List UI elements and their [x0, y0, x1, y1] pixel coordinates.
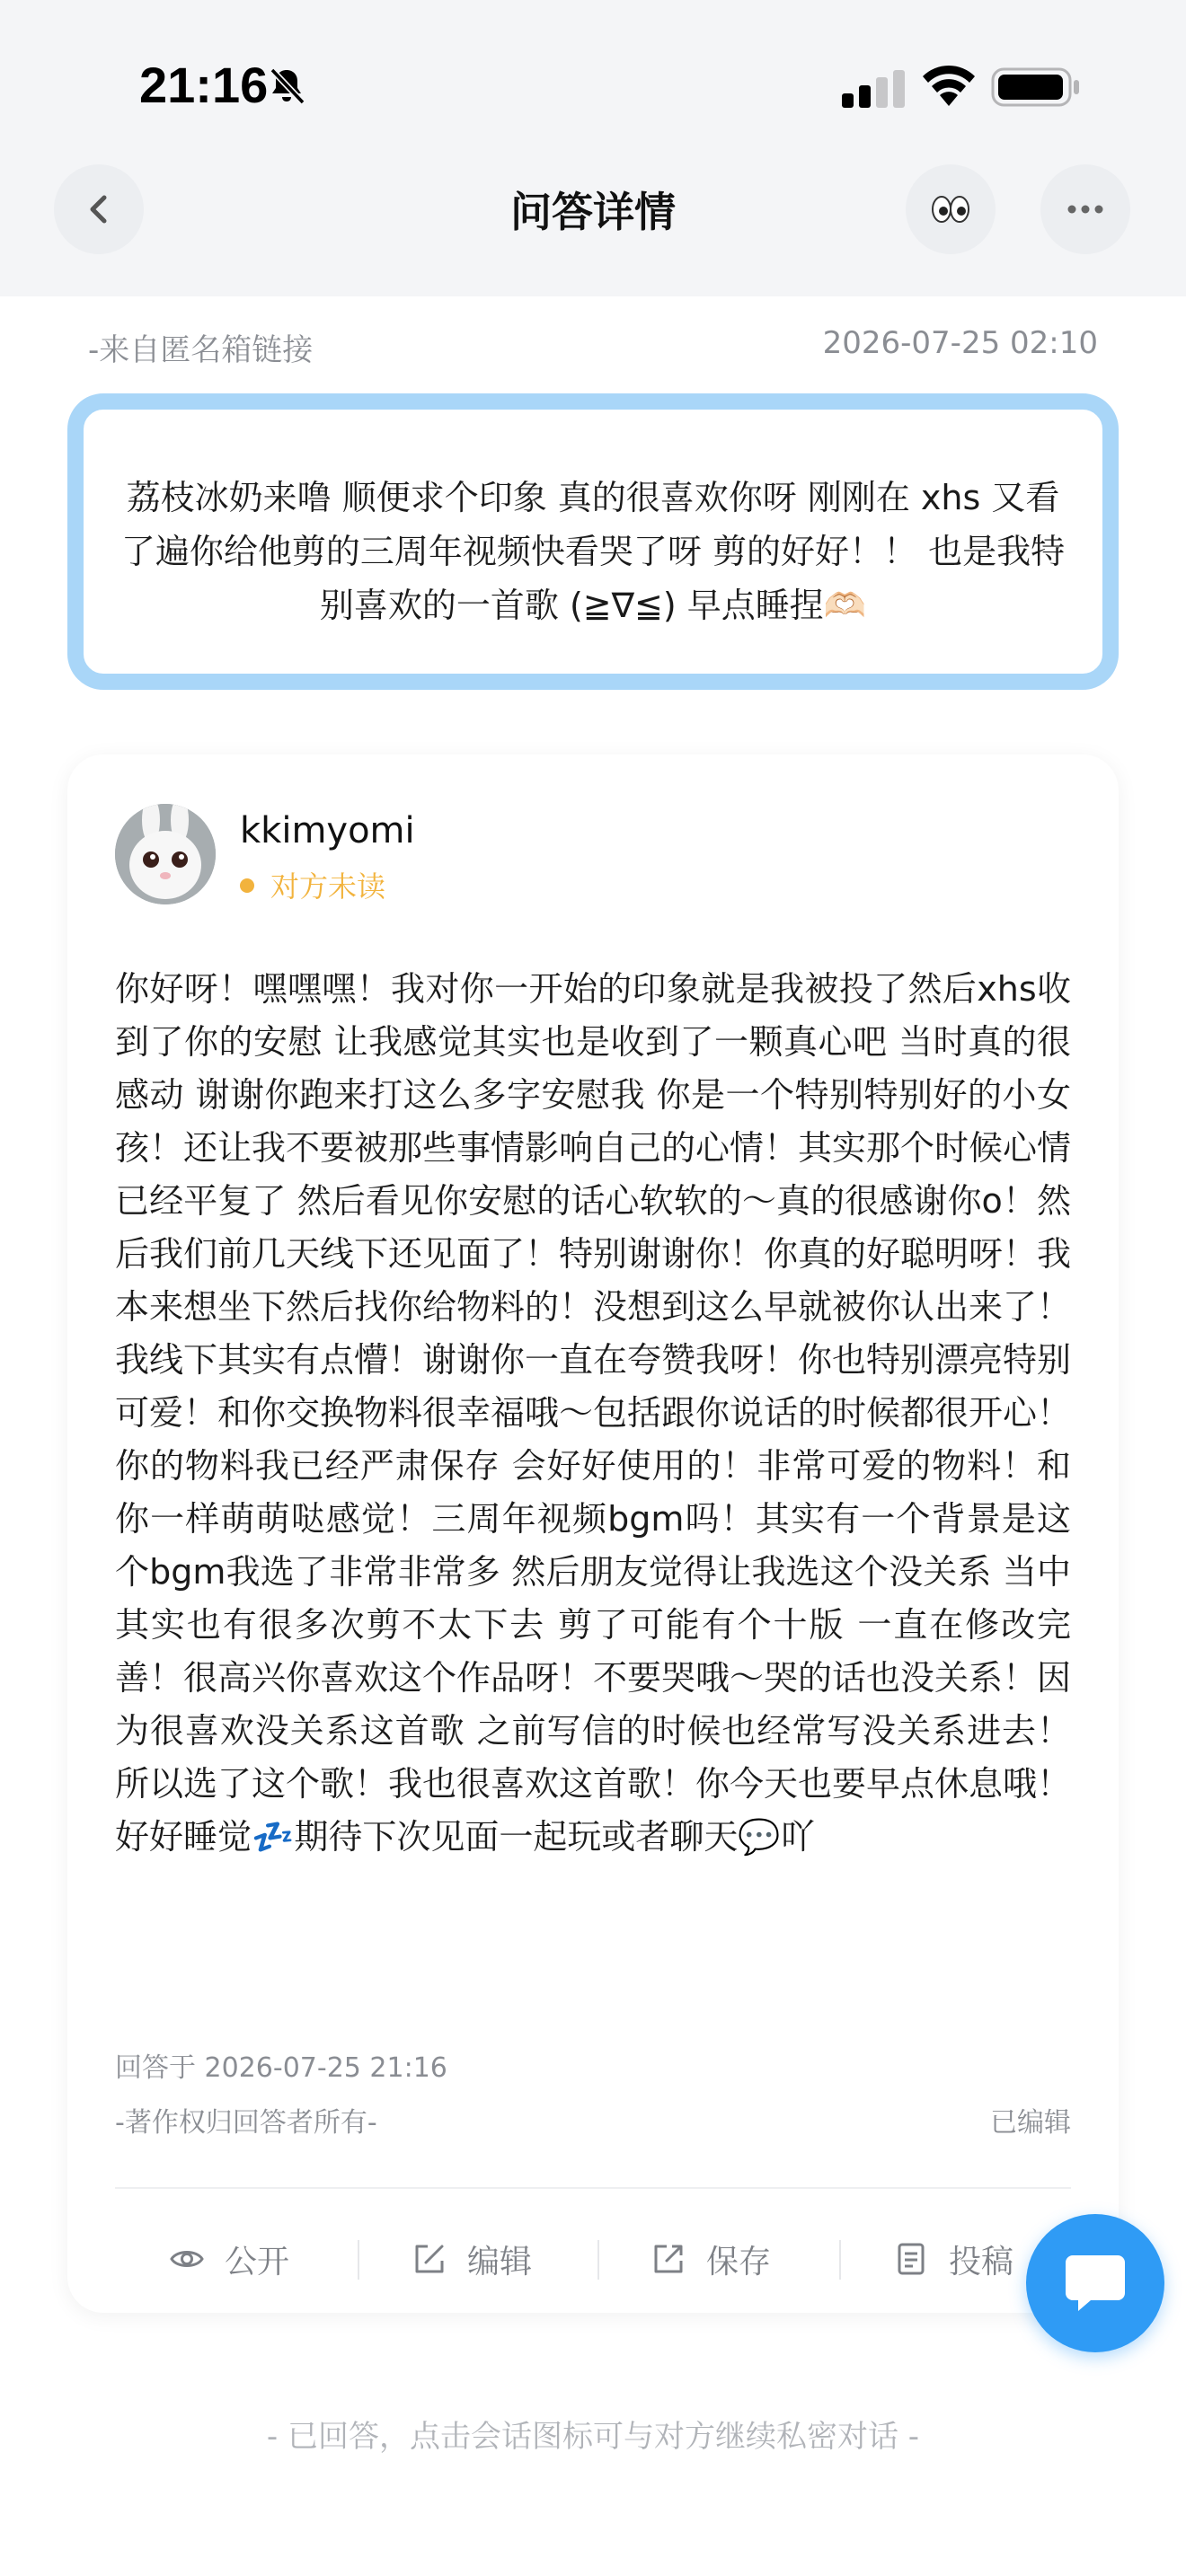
status-bar: [0, 0, 1186, 162]
post-button[interactable]: [893, 2228, 1013, 2290]
eyes-button[interactable]: [906, 164, 996, 254]
share-out-icon: [651, 2241, 686, 2277]
save-button[interactable]: [651, 2228, 771, 2290]
action-bar: [115, 2228, 1071, 2290]
read-status-label: 对方未读: [270, 869, 386, 904]
more-dots-icon: [1063, 187, 1108, 232]
bunny-avatar-icon: [115, 804, 216, 904]
post-label: 投稿: [949, 2243, 1014, 2280]
page-title: 问答详情: [510, 188, 676, 236]
battery-icon: [991, 66, 1081, 108]
answer-card: [67, 754, 1119, 2313]
divider: [115, 2187, 1071, 2189]
avatar[interactable]: [115, 804, 216, 904]
status-time: 21:16: [139, 57, 269, 113]
public-label: 公开: [225, 2243, 290, 2280]
username[interactable]: kkimyomi: [240, 810, 415, 851]
answer-text: 你好呀！嘿嘿嘿！我对你一开始的印象就是我被投了然后xhs收到了你的安慰 让我感觉其实也是收到了一颗真心吧 当时真的很感动 谢谢你跑来打这么多字安慰我 你是一个特别特别好的小女孩！还让我不要被那些事情影响自己的心情！其实那个时候心情已经平复了 然后看见你安慰的话心软软的～真的很感谢你o！然后我们前几天线下还见面了！特别谢谢你！你真的好聪明呀！我本来想坐下然后找你给物料的！没想到这么早就被你认出来了！我线下其实有点懵！谢谢你一直在夸赞我呀！你也特别漂亮特别可爱！和你交换物料很幸福哦～包括跟你说话的时候都很开心！你的物料我已经严肃保存 会好好使用的！非常可爱的物料！和你一样萌萌哒感觉！三周年视频bgm吗！其实有一个背景是这个bgm我选了非常非常多 然后朋友觉得让我选这个没关系 当中其实也有很多次剪不太下去 剪了可能有个十版 一直在修改完善！很高兴你喜欢这个作品呀！不要哭哦～哭的话也没关系！因为很喜欢没关系这首歌 之前写信的时候也经常写没关系进去！所以选了这个歌！我也很喜欢这首歌！你今天也要早点休息哦！好好睡觉💤期待下次见面一起玩或者聊天💬吖: [115, 969, 1072, 1857]
document-icon: [893, 2241, 929, 2277]
footer-hint: - 已回答，点击会话图标可与对方继续私密对话 -: [266, 2419, 920, 2455]
action-separator: [839, 2240, 841, 2280]
public-button[interactable]: [169, 2228, 289, 2290]
bell-off-icon: [265, 65, 308, 108]
question-source: -来自匿名箱链接: [88, 332, 314, 368]
action-separator: [597, 2240, 599, 2280]
question-card: [67, 393, 1119, 690]
unread-dot-icon: [240, 878, 254, 893]
eye-icon: [169, 2241, 205, 2277]
more-button[interactable]: [1040, 164, 1130, 254]
nav-bar: [0, 162, 1186, 296]
chat-button[interactable]: [1026, 2214, 1164, 2352]
copyright-note: -著作权归回答者所有-: [115, 2107, 377, 2139]
question-text: 荔枝冰奶来噜 顺便求个印象 真的很喜欢你呀 刚刚在 xhs 又看了遍你给他剪的三周年视频快看哭了呀 剪的好好！！ 也是我特别喜欢的一首歌 (≧∇≦) 早点睡捏🫶🏻: [120, 478, 1066, 625]
wifi-icon: [921, 65, 977, 108]
edited-label: 已编辑: [990, 2107, 1071, 2139]
answered-at: 回答于 2026-07-25 21:16: [115, 2052, 447, 2084]
edit-icon: [412, 2241, 447, 2277]
action-separator: [358, 2240, 359, 2280]
eyes-icon: [928, 187, 973, 232]
signal-icon: [840, 70, 912, 108]
chat-bubble-icon: [1064, 2254, 1127, 2313]
read-status: [240, 864, 385, 905]
save-label: 保存: [706, 2243, 772, 2280]
question-timestamp: 2026-07-25 02:10: [822, 325, 1098, 361]
edit-button[interactable]: [412, 2228, 532, 2290]
edit-label: 编辑: [467, 2243, 533, 2280]
